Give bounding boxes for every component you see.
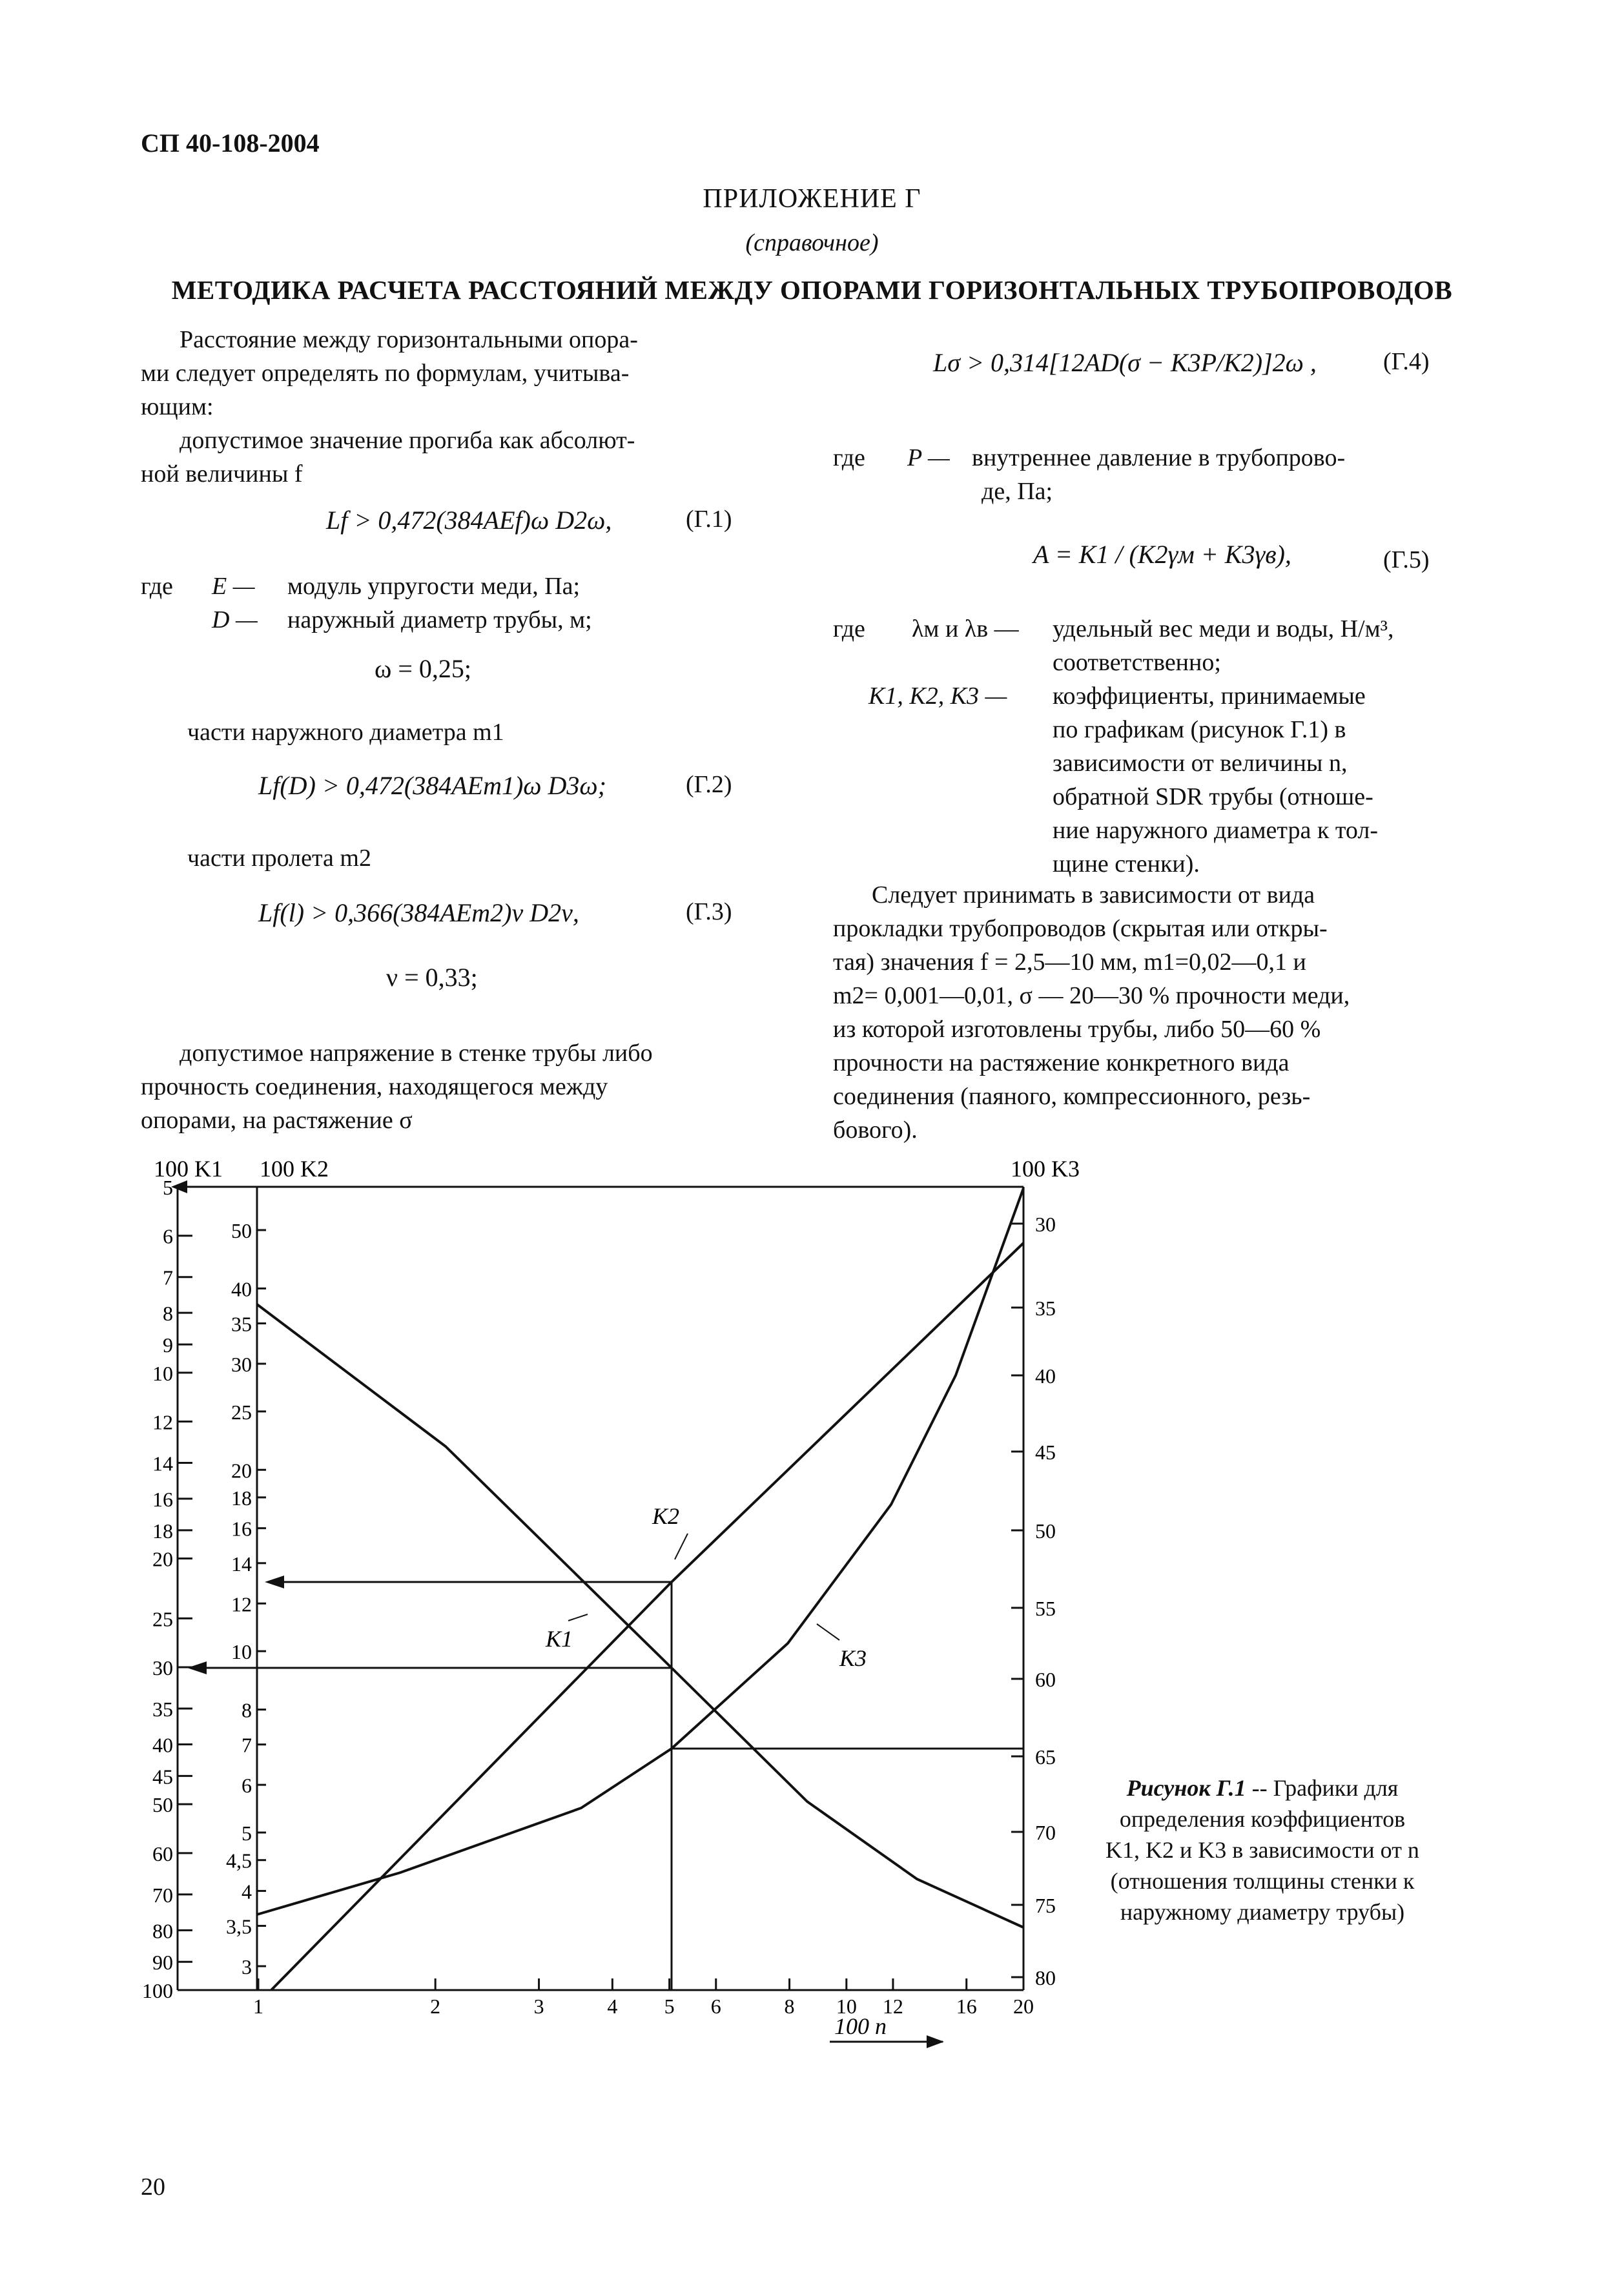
k2-tick-label: 6 [242,1774,252,1798]
caption-text: -- Графики для [1246,1775,1399,1801]
omega-value: ω = 0,25; [375,654,471,683]
k1-tick-label: 60 [152,1842,173,1865]
text-line: коэффициенты, принимаемые [1053,683,1366,710]
caption-text: K1, K2 и K3 в зависимости от n [1105,1837,1419,1863]
text-line: зависимости от величины n, [1053,750,1348,777]
text-line: удельный вес меди и воды, Н/м³, [1053,615,1394,642]
k1-tick-label: 30 [152,1656,173,1680]
text-line: ющим: [141,393,214,420]
k3-tick-label: 70 [1035,1821,1056,1844]
formula-g1: Lf > 0,472(384AEf)ω D2ω, [326,506,612,535]
k3-leader [817,1624,839,1640]
curve-label-k1: K1 [546,1626,573,1652]
symbol-e-description: модуль упругости меди, Па; [287,573,581,600]
text-line: части наружного диаметра m1 [187,719,504,746]
k1-tick-label: 12 [152,1410,173,1434]
k1-tick-label: 6 [163,1224,173,1248]
k3-axis-ticks [1011,1213,1056,1989]
k2-tick-label: 4,5 [226,1849,252,1873]
k2-axis-ticks [226,1219,266,1978]
k3-tick-label: 80 [1035,1966,1056,1989]
equation-number: (Г.3) [686,898,732,925]
axis-k1-label: 100 K1 [154,1156,223,1182]
k2-tick-label: 14 [231,1552,252,1576]
k2-tick-label: 20 [231,1459,252,1483]
appendix-subtitle: (справочное) [745,229,879,256]
page-number: 20 [141,2173,165,2201]
k2-tick-label: 8 [242,1698,252,1722]
k1-tick-label: 90 [152,1951,173,1975]
curve-k3 [257,1188,1023,1915]
equation-number: (Г.1) [686,506,732,533]
k2-tick-label: 50 [231,1219,252,1242]
k1-tick-label: 100 [142,1979,173,2002]
formula-g4: Lσ > 0,314[12AD(σ − K3P/K2)]2ω , [933,348,1317,377]
text-line: ми следует определять по формулам, учитыва- [141,360,630,387]
symbol-d-description: наружный диаметр трубы, м; [287,606,592,633]
curve-label-k2: K2 [652,1503,680,1529]
k1-tick-label: 40 [152,1733,173,1757]
k1-tick-label: 5 [163,1176,173,1199]
text-line: m2= 0,001—0,01, σ — 20—30 % прочности меди, [833,982,1350,1009]
k3-tick-label: 30 [1035,1213,1056,1236]
equation-number: (Г.4) [1383,348,1430,375]
symbol-k: K1, K2, K3 — [869,683,1007,710]
text-line: Расстояние между горизонтальными опора- [180,326,638,353]
text-line: Следует принимать в зависимости от вида [872,881,1315,909]
k2-tick-label: 30 [231,1352,252,1376]
text-line: прокладки трубопроводов (скрытая или откры- [833,915,1328,942]
curve-label-k3: K3 [839,1645,867,1671]
document-code: СП 40-108-2004 [141,128,320,158]
k1-tick-label: 14 [152,1452,173,1475]
n-tick-label: 2 [430,1995,441,2018]
k1-leader [568,1614,588,1621]
k2-tick-label: 40 [231,1277,252,1301]
n-tick-label: 1 [253,1995,263,2018]
n-tick-label: 16 [956,1995,977,2018]
formula-g2: Lf(D) > 0,472(384AEm1)ω D3ω; [258,771,606,800]
n-tick-label: 6 [710,1995,721,2018]
text-line: тая) значения f = 2,5—10 мм, m1=0,02—0,1 и [833,949,1306,976]
n-tick-label: 5 [664,1995,675,2018]
n-tick-label: 4 [607,1995,618,2018]
k1-axis-ticks [142,1176,192,2002]
k3-tick-label: 40 [1035,1364,1056,1388]
n-axis-ticks [253,1978,1034,2018]
equation-number: (Г.2) [686,771,732,798]
text-line: прочность соединения, находящегося между [141,1073,608,1100]
where-label: где [833,444,865,471]
k2-tick-label: 35 [231,1312,252,1336]
k2-tick-label: 3 [242,1955,252,1978]
caption-text: (отношения толщины стенки к [1110,1868,1415,1894]
text-line: обратной SDR трубы (отноше- [1053,783,1373,810]
text-line: соединения (паяного, компрессионного, резь- [833,1083,1311,1110]
k1-tick-label: 35 [152,1698,173,1721]
text-line: по графикам (рисунок Г.1) в [1053,716,1346,743]
text-line: из которой изготовлены трубы, либо 50—60 % [833,1016,1321,1043]
k1-tick-label: 50 [152,1793,173,1817]
arrow-head [265,1576,284,1588]
text-line: ние наружного диаметра к тол- [1053,817,1379,844]
k2-leader [675,1534,688,1559]
k1-tick-label: 70 [152,1883,173,1907]
equation-number: (Г.5) [1383,546,1430,573]
caption-text: наружному диаметру трубы) [1120,1899,1405,1925]
k2-tick-label: 25 [231,1400,252,1424]
k1-tick-label: 9 [163,1333,173,1357]
where-label: где [141,573,173,600]
curve-k1 [257,1304,1023,1927]
text-line: прочности на растяжение конкретного вида [833,1049,1290,1076]
text-line: соответственно; [1053,649,1221,676]
symbol-p-description: де, Па; [982,478,1053,505]
text-line: допустимое напряжение в стенке трубы либо [180,1040,653,1067]
axis-k3-label: 100 K3 [1011,1156,1080,1182]
k3-tick-label: 65 [1035,1745,1056,1769]
where-label: где [833,615,865,642]
k1-tick-label: 80 [152,1919,173,1943]
symbol-lambda: λм и λв — [912,615,1019,642]
n-tick-label: 20 [1013,1995,1034,2018]
text-line: опорами, на растяжение σ [141,1107,413,1134]
formula-g3: Lf(l) > 0,366(384AEm2)ν D2ν, [258,898,579,927]
k2-tick-label: 18 [231,1486,252,1510]
k1-tick-label: 18 [152,1519,173,1543]
section-heading: МЕТОДИКА РАСЧЕТА РАССТОЯНИЙ МЕЖДУ ОПОРАМИ ГОРИЗОНТАЛЬНЫХ ТРУБОПРОВОДОВ [171,275,1453,305]
k3-tick-label: 55 [1035,1597,1056,1620]
k3-tick-label: 50 [1035,1519,1056,1543]
k1-tick-label: 8 [163,1302,173,1326]
k2-tick-label: 4 [242,1880,252,1904]
caption-bold: Рисунок Г.1 [1126,1775,1246,1801]
text-line: щине стенки). [1053,850,1200,878]
text-line: бового). [833,1116,918,1144]
k1-tick-label: 7 [163,1266,173,1289]
symbol-p: P — [907,444,950,471]
caption-text: определения коэффициентов [1119,1806,1406,1832]
arrow-head [927,2035,944,2048]
n-tick-label: 12 [882,1995,903,2018]
k2-tick-label: 7 [242,1733,252,1757]
k3-tick-label: 75 [1035,1894,1056,1917]
k1-tick-label: 16 [152,1488,173,1512]
text-line: части пролета m2 [187,845,371,872]
axis-n-label: 100 n [834,2013,887,2039]
k3-tick-label: 60 [1035,1668,1056,1691]
n-tick-label: 3 [533,1995,544,2018]
symbol-e: E — [212,573,255,600]
figure-caption [1062,1772,1463,1927]
k1-tick-label: 10 [152,1361,173,1385]
text-line: допустимое значение прогиба как абсолют- [180,427,635,454]
k2-tick-label: 10 [231,1640,252,1664]
n-tick-label: 10 [836,1995,857,2018]
n-tick-label: 8 [784,1995,795,2018]
nu-value: ν = 0,33; [386,963,478,992]
formula-g5: A = K1 / (K2γм + K3γв), [1033,540,1291,569]
symbol-p-description: внутреннее давление в трубопрово- [972,444,1346,471]
k2-tick-label: 5 [242,1822,252,1845]
k1-tick-label: 20 [152,1547,173,1571]
axis-k2-label: 100 K2 [260,1156,329,1182]
appendix-title: ПРИЛОЖЕНИЕ Г [703,184,921,214]
k2-tick-label: 12 [231,1592,252,1616]
k1-tick-label: 25 [152,1607,173,1631]
symbol-d: D — [212,606,258,633]
k3-tick-label: 35 [1035,1297,1056,1320]
text-line: ной величины f [141,460,303,488]
k2-tick-label: 3,5 [226,1915,252,1938]
k2-tick-label: 16 [231,1517,252,1541]
k1-tick-label: 45 [152,1765,173,1789]
k3-tick-label: 45 [1035,1441,1056,1464]
